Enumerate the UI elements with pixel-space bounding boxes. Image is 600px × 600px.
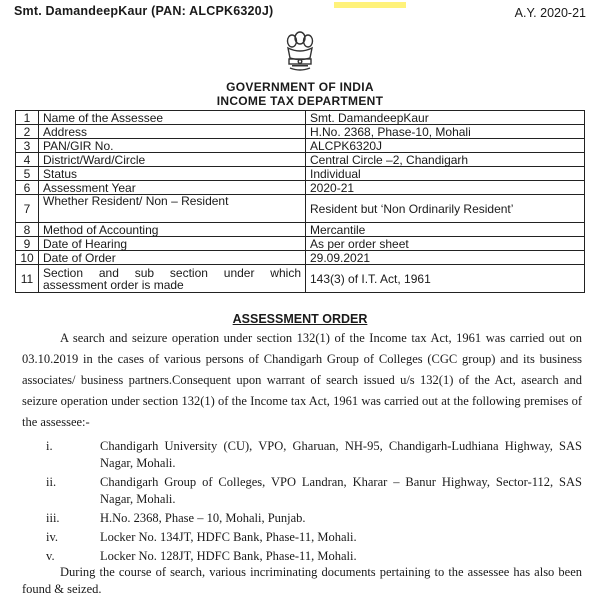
list-text: Locker No. 134JT, HDFC Bank, Phase-11, Mohali. [100,530,357,544]
row-label: Date of Order [39,251,306,265]
order-title: ASSESSMENT ORDER [232,312,368,326]
emblem-icon [276,28,324,76]
department-heading [0,80,600,108]
row-value: ALCPK6320J [306,139,585,153]
row-value: Central Circle –2, Chandigarh [306,153,585,167]
row-label: Whether Resident/ Non – Resident [39,195,306,223]
list-text: H.No. 2368, Phase – 10, Mohali, Punjab. [100,511,306,525]
row-label: Address [39,125,306,139]
list-number: ii. [46,475,57,489]
row-value: Smt. DamandeepKaur [306,111,585,125]
table-row [16,223,585,237]
row-label: Name of the Assessee [39,111,306,125]
row-label: Status [39,167,306,181]
row-value: As per order sheet [306,237,585,251]
gov-line: GOVERNMENT OF INDIA [226,80,374,94]
row-value: H.No. 2368, Phase-10, Mohali [306,125,585,139]
row-value: 29.09.2021 [306,251,585,265]
row-number: 11 [16,265,39,293]
table-row [16,125,585,139]
row-number: 8 [16,223,39,237]
row-value: 143(3) of I.T. Act, 1961 [306,265,585,293]
row-number: 3 [16,139,39,153]
row-value: Mercantile [306,223,585,237]
table-row [16,181,585,195]
list-text: Chandigarh University (CU), VPO, Gharuan, NH-95, Chandigarh-Ludhiana Highway, SAS Nagar, Mohali. [100,439,582,470]
table-row [16,153,585,167]
list-number: i. [46,439,53,453]
list-item [22,529,582,546]
list-text: Chandigarh Group of Colleges, VPO Landran, Kharar – Banur Highway, Sector-112, SAS Nagar, Mohali. [100,475,582,506]
list-number: v. [46,549,55,563]
row-number: 5 [16,167,39,181]
row-number: 4 [16,153,39,167]
order-paragraph: During the course of search, various incriminating documents pertaining to the assessee has also been found & seized. [22,565,582,596]
row-number: 1 [16,111,39,125]
row-value: 2020-21 [306,181,585,195]
row-number: 7 [16,195,39,223]
row-number: 9 [16,237,39,251]
list-text: Locker No. 128JT, HDFC Bank, Phase-11, Mohali. [100,549,357,563]
row-number: 10 [16,251,39,265]
list-number: iii. [46,511,60,525]
row-value: Resident but ‘Non Ordinarily Resident’ [306,195,585,223]
row-value: Individual [306,167,585,181]
list-item [22,438,582,472]
row-label: Assessment Year [39,181,306,195]
table-row [16,265,585,293]
list-item [22,474,582,508]
table-row [16,167,585,181]
list-item [22,548,582,565]
row-label: Section and sub section under which assessment order is made [39,265,306,293]
assessment-year-heading: A.Y. 2020-21 [514,6,586,20]
table-row [16,237,585,251]
table-row [16,251,585,265]
order-paragraph: A search and seizure operation under section 132(1) of the Income tax Act, 1961 was carried out on 03.10.2019 in the cases of various persons of Chandigarh Group of Colleges (CGC group) and its business associates/ business partners.Consequent upon warrant of search issued u/s 132(1) of the Act, asearch and seizure operation under section 132(1) of the Income tax Act, 1961 was carried out at the following premises of the assessee:- [22,331,582,429]
table-row [16,139,585,153]
assessee-info-table [15,110,585,293]
table-row [16,111,585,125]
dept-line: INCOME TAX DEPARTMENT [216,94,384,108]
list-item [22,510,582,527]
highlight-mark [334,2,406,8]
row-number: 2 [16,125,39,139]
assessee-pan-heading: Smt. DamandeepKaur (PAN: ALCPK6320J) [14,4,274,18]
row-label: PAN/GIR No. [39,139,306,153]
row-label: Method of Accounting [39,223,306,237]
row-label: Date of Hearing [39,237,306,251]
row-label: District/Ward/Circle [39,153,306,167]
list-number: iv. [46,530,59,544]
premises-list [22,438,582,567]
row-number: 6 [16,181,39,195]
page-header [14,2,586,22]
table-row [16,195,585,223]
